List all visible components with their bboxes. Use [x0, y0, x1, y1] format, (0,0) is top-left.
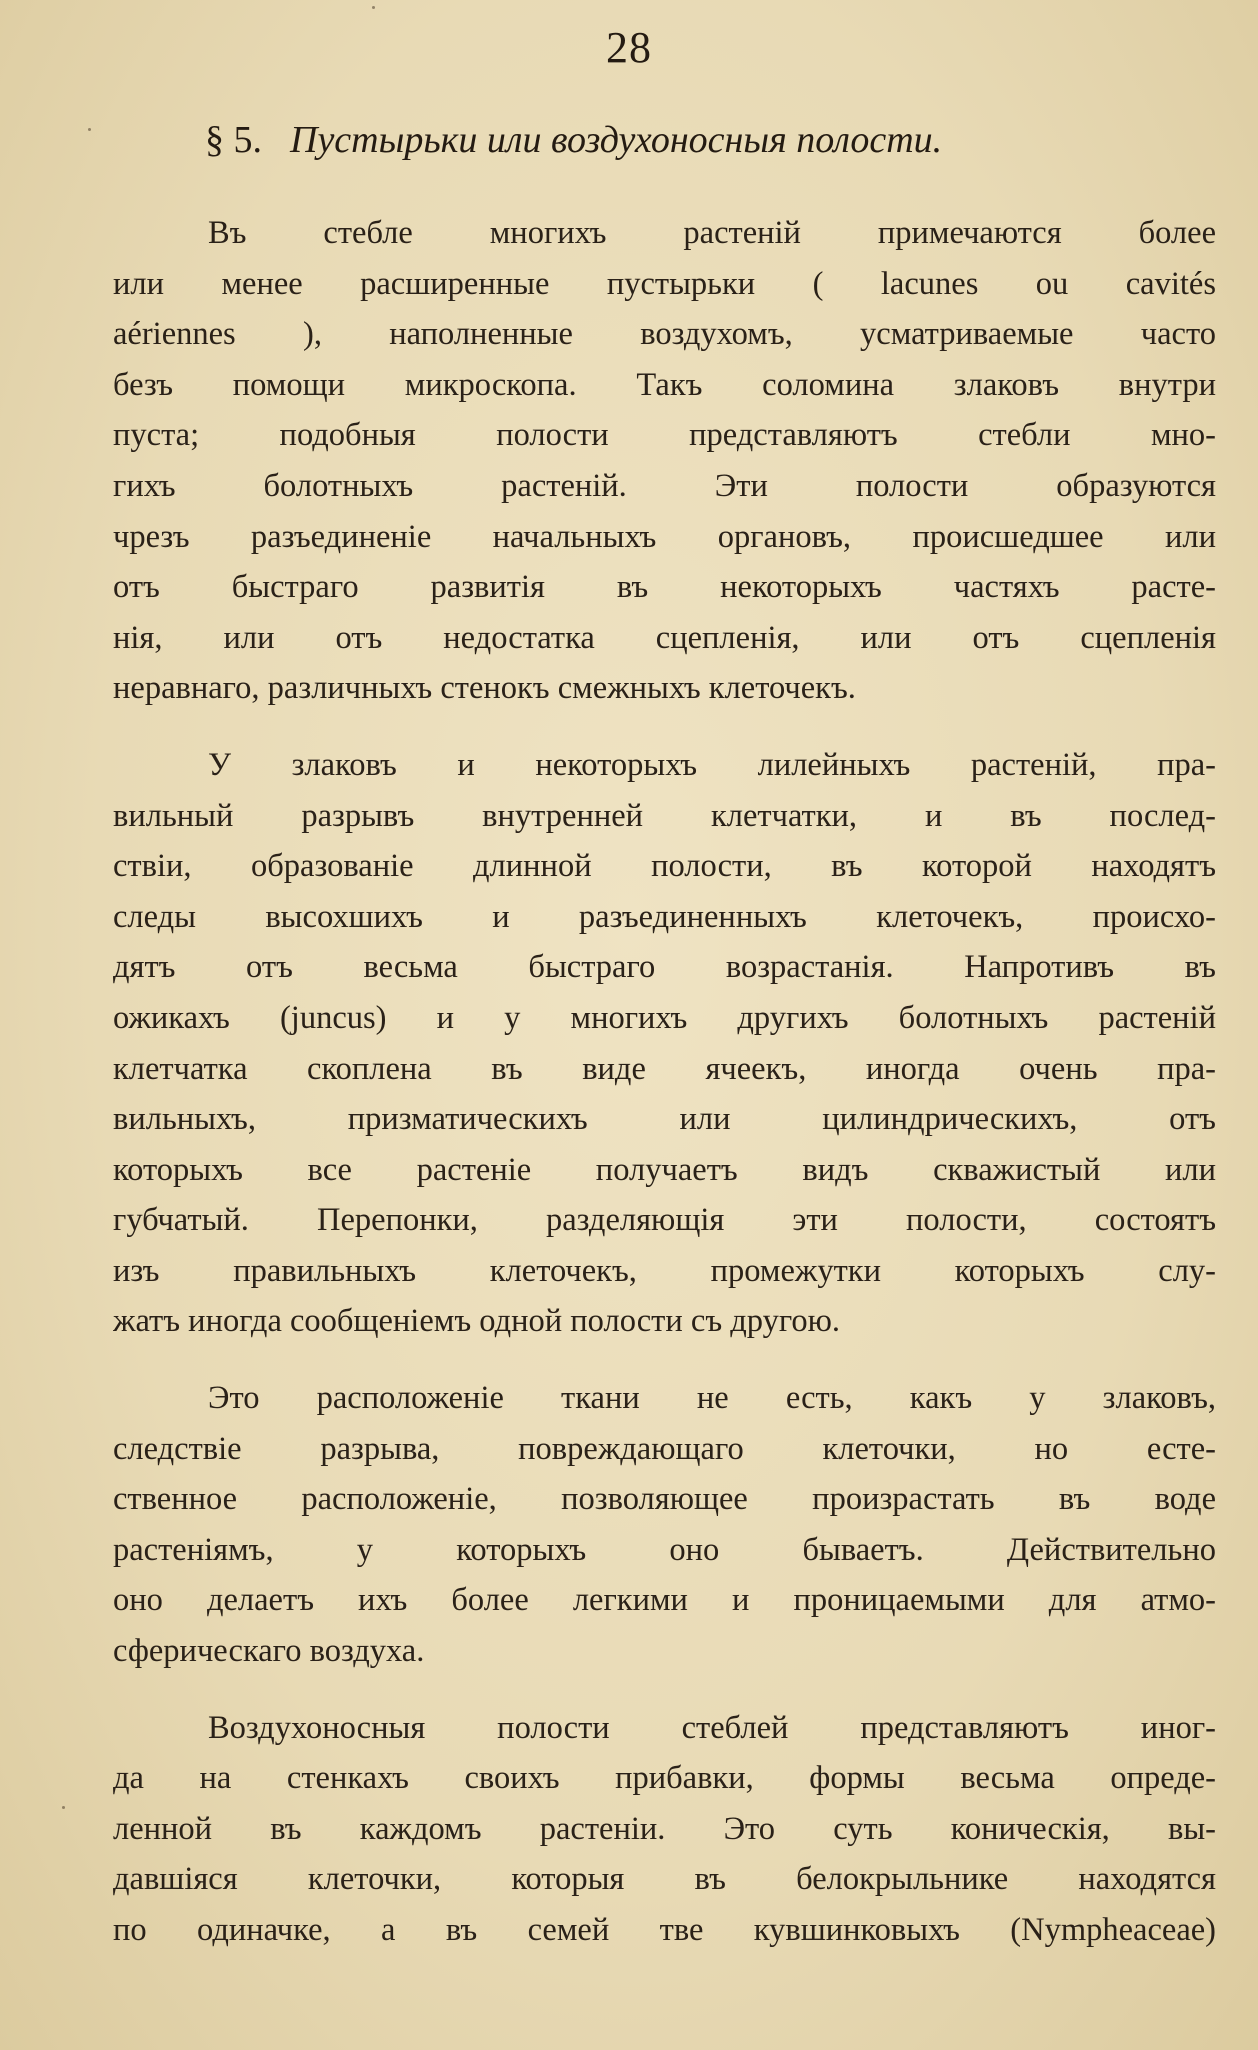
text-line: да на стенкахъ своихъ прибавки, формы весьма опреде-: [113, 1760, 1216, 1797]
paragraph: [113, 740, 1216, 1347]
text-line: Воздухоносныя полости стеблей представляютъ иног-: [208, 1709, 1216, 1746]
text-line: отъ быстраго развитiя въ некоторыхъ частяхъ расте-: [113, 569, 1216, 606]
text-line: оно делаетъ ихъ более легкими и проницаемыми для атмо-: [113, 1582, 1216, 1619]
text-line: по одиначке, а въ семей тве кувшинковыхъ (Nympheaceae): [113, 1912, 1216, 1948]
text-line: ствiи, образованiе длинной полости, въ которой находятъ: [113, 848, 1216, 885]
text-line: следствiе разрыва, повреждающаго клеточки, но есте-: [113, 1430, 1216, 1467]
text-line: Въ стебле многихъ растенiй примечаются более: [208, 215, 1216, 251]
body-text: [113, 208, 1216, 1956]
text-line: клетчатка скоплена въ виде ячеекъ, иногда очень пра-: [113, 1050, 1216, 1087]
text-line: Это расположенiе ткани не есть, какъ у злаковъ,: [208, 1380, 1216, 1417]
paper-speck: [88, 128, 91, 131]
text-line: вильный разрывъ внутренней клетчатки, и въ послед-: [113, 797, 1216, 834]
paragraph-gap: [113, 1347, 1216, 1373]
text-line: давшiяся клеточки, которыя въ белокрыльнике находятся: [113, 1861, 1216, 1898]
text-line: жатъ иногда сообщенiемъ одной полости съ другою.: [113, 1303, 841, 1340]
text-line: пуста; подобныя полости представляютъ стебли мно-: [113, 417, 1216, 454]
text-line: ожикахъ (juncus) и у многихъ другихъ болотныхъ растенiй: [113, 999, 1216, 1036]
text-line: губчатый. Перепонки, разделяющiя эти полости, состоятъ: [113, 1202, 1216, 1239]
text-line: следы высохшихъ и разъединенныхъ клеточекъ, происхо-: [113, 898, 1216, 935]
section-heading: [205, 118, 1145, 162]
text-line: сферическаго воздуха.: [113, 1633, 425, 1670]
paragraph-gap: [113, 714, 1216, 740]
text-line: ленной въ каждомъ растенiи. Это суть коническiя, вы-: [113, 1810, 1216, 1847]
text-line: aériennes ), наполненные воздухомъ, усматриваемые часто: [113, 316, 1216, 353]
text-line: или менее расширенные пустырьки ( lacunes ou cavités: [113, 265, 1216, 302]
paragraph: [113, 1373, 1216, 1677]
text-line: гихъ болотныхъ растенiй. Эти полости образуются: [113, 467, 1216, 504]
text-line: которыхъ все растенiе получаетъ видъ скважистый или: [113, 1151, 1216, 1188]
text-line: неравнаго, различныхъ стенокъ смежныхъ клеточекъ.: [113, 670, 856, 707]
text-line: ственное расположенiе, позволяющее произрастать въ воде: [113, 1481, 1216, 1518]
paragraph: [113, 208, 1216, 714]
text-line: безъ помощи микроскопа. Такъ соломина злаковъ внутри: [113, 366, 1216, 403]
text-line: дятъ отъ весьма быстраго возрастанiя. Напротивъ въ: [113, 949, 1216, 986]
section-title: Пустырьки или воздухоносныя полости.: [290, 119, 943, 161]
paper-speck: [372, 6, 375, 9]
section-number: § 5.: [205, 119, 262, 161]
text-line: растенiямъ, у которыхъ оно бываетъ. Действительно: [113, 1531, 1216, 1568]
page-number: 28: [606, 23, 652, 72]
text-line: чрезъ разъединенiе начальныхъ органовъ, происшедшее или: [113, 518, 1216, 555]
text-line: изъ правильныхъ клеточекъ, промежутки которыхъ слу-: [113, 1252, 1216, 1289]
paper-speck: [62, 1806, 65, 1809]
paragraph: [113, 1703, 1216, 1956]
paragraph-gap: [113, 1677, 1216, 1703]
text-line: У злаковъ и некоторыхъ лилейныхъ растенiй, пра-: [208, 746, 1216, 783]
text-line: вильныхъ, призматическихъ или цилиндрическихъ, отъ: [113, 1101, 1216, 1138]
text-line: нiя, или отъ недостатка сцепленiя, или отъ сцепленiя: [113, 619, 1216, 656]
